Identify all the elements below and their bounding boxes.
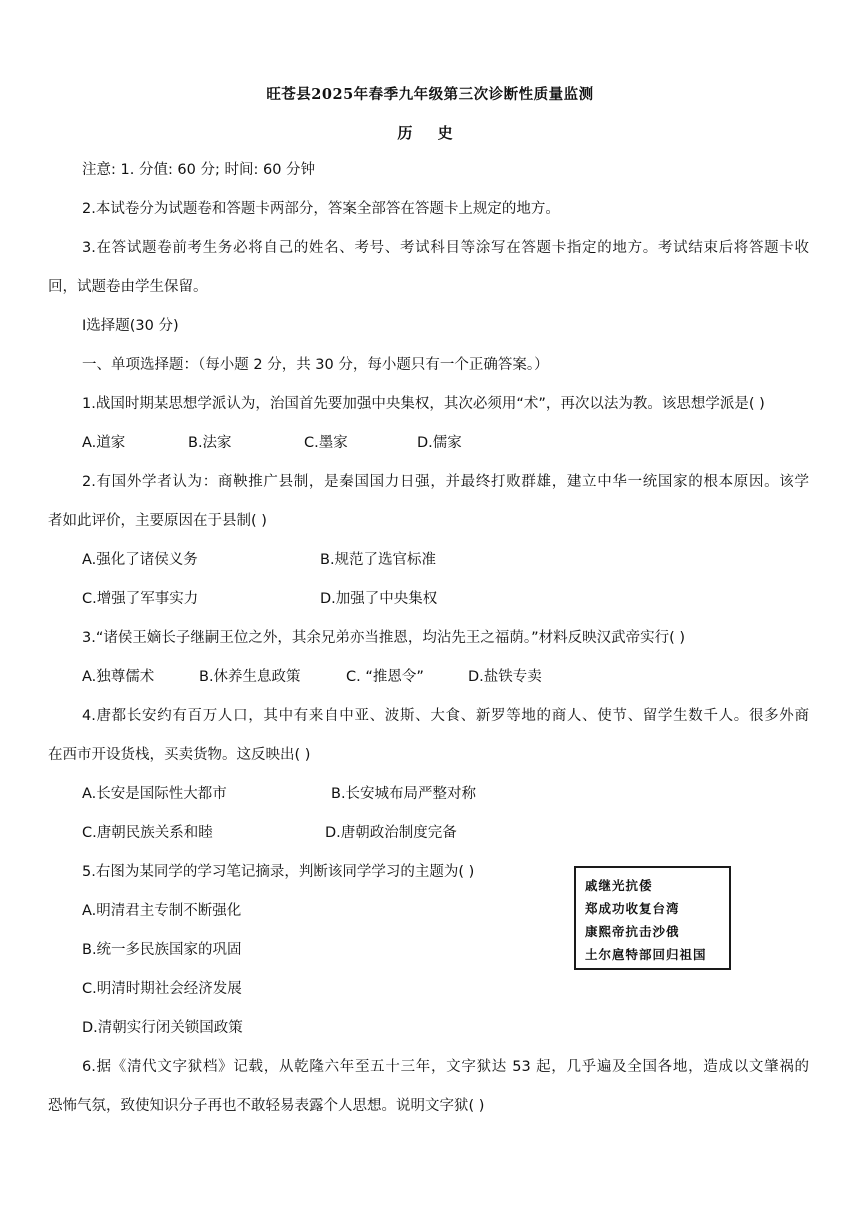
question-4-option-c: C.唐朝民族关系和睦 [82, 825, 213, 841]
note-score-time: 注意: 1. 分值: 60 分; 时间: 60 分钟 [82, 162, 316, 178]
question-5-option-b: B.统一多民族国家的巩固 [82, 942, 242, 958]
section-part-title: Ⅰ选择题(30 分) [82, 318, 179, 334]
note-line: 土尔扈特部回归祖国 [585, 947, 707, 962]
question-5-stem: 5.右图为某同学的学习笔记摘录，判断该同学学习的主题为( ) [82, 864, 475, 880]
question-1-stem: 1.战国时期某思想学派认为，治国首先要加强中央集权，其次必须用“术”，再次以法为教。该思想学派是( ) [82, 396, 765, 412]
note-line: 郑成功收复台湾 [585, 901, 680, 916]
question-4-option-a: A.长安是国际性大都市 [82, 786, 227, 802]
note-paper-parts: 2.本试卷分为试题卷和答题卡两部分，答案全部答在答题卡上规定的地方。 [82, 201, 560, 217]
question-5-option-d: D.清朝实行闭关锁国政策 [82, 1020, 243, 1036]
question-2-option-d: D.加强了中央集权 [320, 591, 438, 607]
question-5-option-c: C.明清时期社会经济发展 [82, 981, 242, 997]
study-note-figure [574, 866, 731, 970]
question-4-stem: 4.唐都长安约有百万人口，其中有来自中亚、波斯、大食、新罗等地的商人、使节、留学生数千人。很多外商 [82, 708, 809, 724]
question-2-option-b: B.规范了选官标准 [320, 552, 437, 568]
question-2-option-a: A.强化了诸侯义务 [82, 552, 198, 568]
question-3-option-c: C. “推恩令” [346, 669, 424, 685]
section-heading: 一、单项选择题：（每小题 2 分，共 30 分，每小题只有一个正确答案。） [82, 357, 549, 373]
question-3-stem: 3.“诸侯王嫡长子继嗣王位之外，其余兄弟亦当推恩，均沾先王之福荫。”材料反映汉武帝实行( ) [82, 630, 686, 646]
question-6-stem: 6.据《清代文字狱档》记载，从乾隆六年至五十三年，文字狱达 53 起，几乎遍及全国各地，造成以文肇祸的 [82, 1059, 809, 1075]
question-1-option-d: D.儒家 [417, 435, 462, 451]
question-2-stem: 2.有国外学者认为：商鞅推广县制，是秦国国力日强，并最终打败群雄，建立中华一统国家的根本原因。该学 [82, 474, 809, 490]
question-4-stem-continued: 在西市开设货栈，买卖货物。这反映出( ) [48, 747, 311, 763]
note-line: 康熙帝抗击沙俄 [585, 924, 680, 939]
question-6-stem-continued: 恐怖气氛，致使知识分子再也不敢轻易表露个人思想。说明文字狱( ) [48, 1098, 485, 1114]
question-3-option-a: A.独尊儒术 [82, 669, 155, 685]
question-4-option-b: B.长安城布局严整对称 [331, 786, 477, 802]
note-fill-info-continued: 回，试题卷由学生保留。 [48, 279, 208, 295]
subject-title: 历 史 [397, 124, 463, 142]
question-1-option-a: A.道家 [82, 435, 126, 451]
question-4-option-d: D.唐朝政治制度完备 [325, 825, 457, 841]
question-5-option-a: A.明清君主专制不断强化 [82, 903, 242, 919]
question-2-option-c: C.增强了军事实力 [82, 591, 199, 607]
question-1-option-c: C.墨家 [304, 435, 348, 451]
note-line: 戚继光抗倭 [585, 878, 653, 893]
note-fill-info: 3.在答试题卷前考生务必将自己的姓名、考号、考试科目等涂写在答题卡指定的地方。考试结束后将答题卡收 [82, 240, 809, 256]
question-3-option-b: B.休养生息政策 [199, 669, 301, 685]
exam-title: 旺苍县2025年春季九年级第三次诊断性质量监测 [266, 86, 594, 103]
question-3-option-d: D.盐铁专卖 [468, 669, 542, 685]
question-2-stem-continued: 者如此评价，主要原因在于县制( ) [48, 513, 267, 529]
question-1-option-b: B.法家 [188, 435, 232, 451]
